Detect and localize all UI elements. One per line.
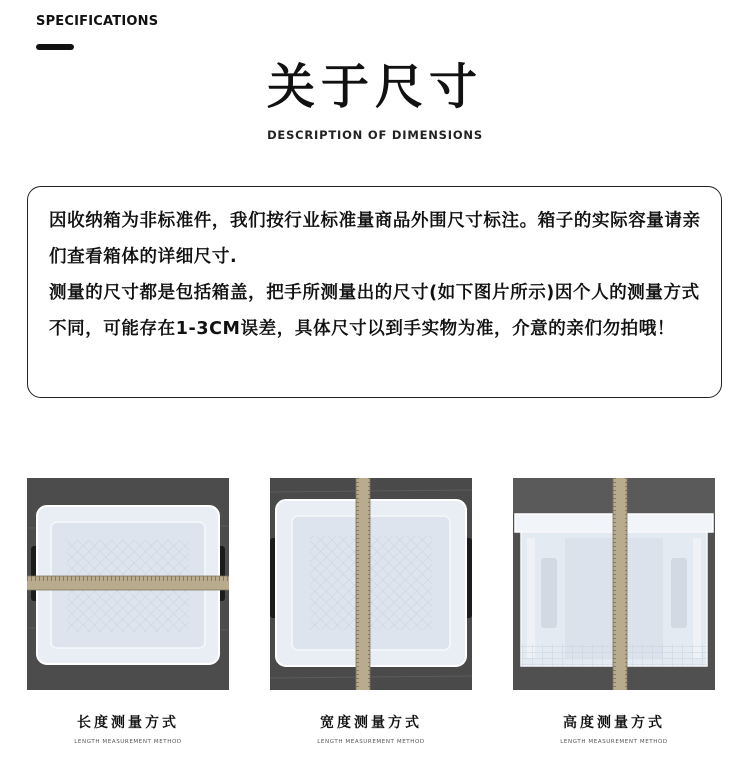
width-caption-en: LENGTH MEASUREMENT METHOD	[317, 739, 425, 745]
width-caption: 宽度测量方式	[320, 715, 422, 731]
height-measurement-photo	[513, 478, 715, 690]
width-measurement-photo	[270, 478, 472, 690]
specifications-label: SPECIFICATIONS	[36, 14, 159, 29]
size-notice-box	[27, 186, 722, 398]
height-caption-en: LENGTH MEASUREMENT METHOD	[560, 739, 668, 745]
page-title: 关于尺寸	[266, 59, 483, 115]
page-subtitle: DESCRIPTION OF DIMENSIONS	[267, 128, 483, 142]
height-caption: 高度测量方式	[563, 715, 665, 731]
length-caption: 长度测量方式	[77, 715, 179, 731]
notice-paragraph-2: 测量的尺寸都是包括箱盖，把手所测量出的尺寸(如下图片所示)因个人的测量方式不同，可能存在1-3CM误差，具体尺寸以到手实物为准，介意的亲们勿拍哦！	[49, 283, 700, 339]
notice-paragraph-1: 因收纳箱为非标准件，我们按行业标准量商品外围尺寸标注。箱子的实际容量请亲们查看箱体的详细尺寸.	[49, 211, 701, 267]
length-caption-en: LENGTH MEASUREMENT METHOD	[74, 739, 182, 745]
length-measurement-photo	[27, 478, 229, 690]
